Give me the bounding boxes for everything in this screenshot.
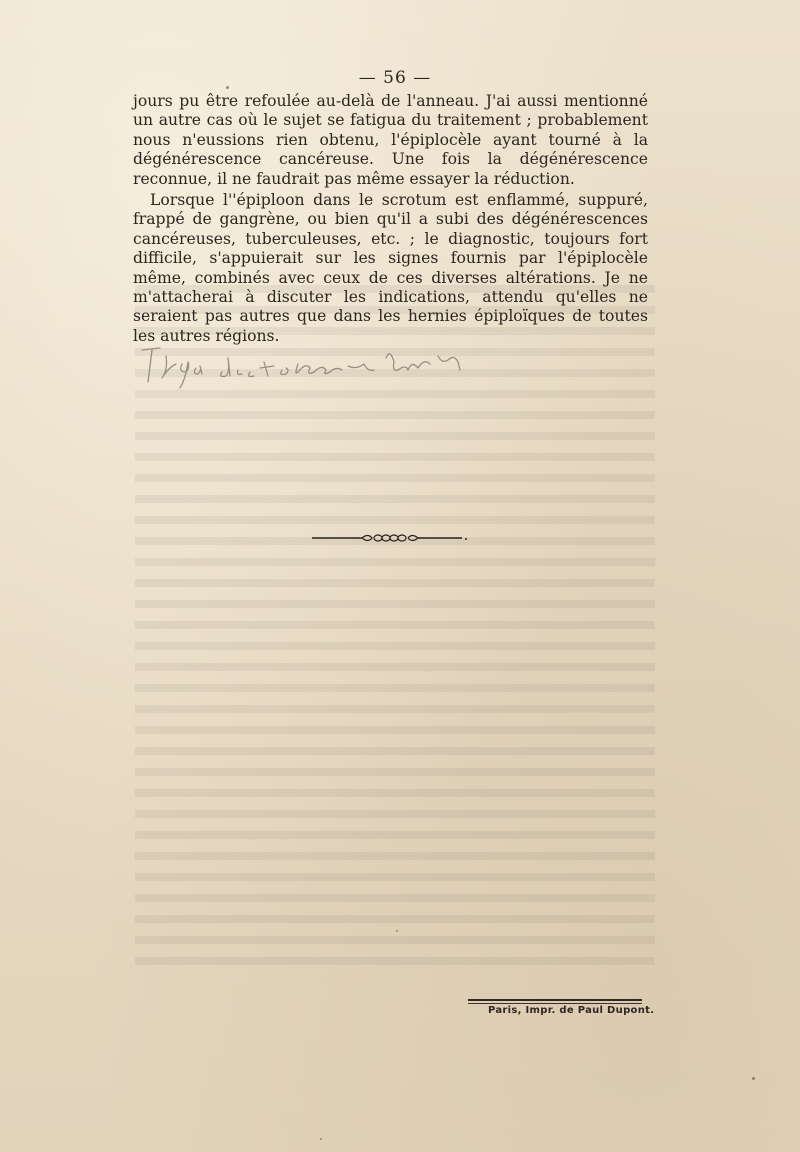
- footer-rule-thin: [468, 1003, 642, 1004]
- pencil-handwriting: [138, 342, 498, 398]
- paper-speck: [226, 86, 229, 89]
- printer-imprint: Paris, Impr. de Paul Dupont.: [488, 1005, 655, 1016]
- paragraph-1: jours pu être refoulée au-delà de l'anneau. J'ai aussi mentionné un autre cas où le sujet se fatigua du traitement ; probablement nous n'eussions rien obtenu, l'épiplocèle ayant tourné à la dégénérescence cancéreuse. Une fois la dégénérescence reconnue, il ne faudrait pas même essayer la réduction.: [133, 92, 648, 188]
- footer-rule: [468, 999, 642, 1001]
- paper-speck: [320, 1138, 322, 1140]
- body-text: [133, 92, 648, 346]
- ornament-divider: [310, 530, 470, 546]
- page-number: — 56 —: [358, 68, 432, 88]
- paper-speck: [752, 1077, 755, 1080]
- paper-speck: [396, 930, 398, 932]
- paragraph-2: Lorsque l''épiploon dans le scrotum est enflammé, suppuré, frappé de gangrène, ou bien qu'il a subi des dégénérescences cancéreuses, tuberculeuses, etc. ; le diagnostic, toujours fort difficile, s'appuierait sur les signes fournis par l'épiplocèle même, combinés avec ceux de ces diverses altérations. Je ne m'attacherai à discuter les indications, attendu qu'elles ne seraient pas autres que dans les hernies épiploïques de toutes les autres régions.: [133, 191, 648, 345]
